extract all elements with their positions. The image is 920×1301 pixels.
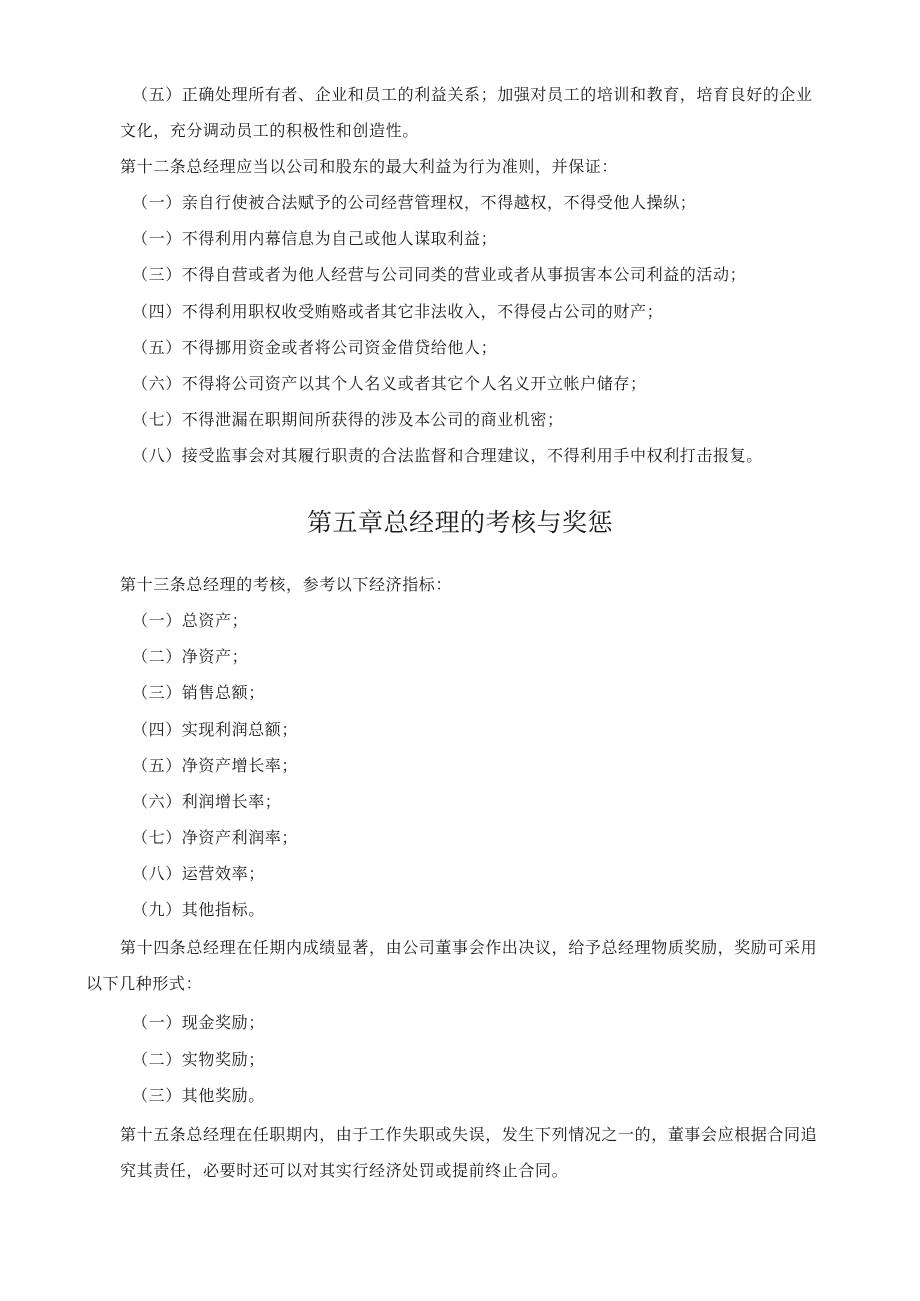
article13-item: （九）其他指标。 [132,900,265,919]
chapter-title: 第五章总经理的考核与奖惩 [306,508,613,537]
article14-item: （二）实物奖励； [132,1050,265,1069]
article13-item: （八）运营效率； [132,864,265,883]
article15-line2: 究其责任，必要时还可以对其实行经济处罚或提前终止合同。 [120,1161,569,1180]
article13-item: （二）净资产； [132,647,249,666]
article11-item5-line2: 文化，充分调动员工的积极性和创造性。 [120,121,419,140]
article13-item: （四）实现利润总额； [132,720,299,739]
article12-item: （一）亲自行使被合法赋予的公司经营管理权，不得越权，不得受他人操纵； [132,193,697,212]
article12-item: （七）不得泄漏在职期间所获得的涉及本公司的商业机密； [132,410,564,429]
article14-line2: 以下几种形式： [86,974,203,993]
article11-item5-line1: （五）正确处理所有者、企业和员工的利益关系；加强对员工的培训和教育，培育良好的企业 [132,85,813,104]
article13-intro: 第十三条总经理的考核，参考以下经济指标： [120,575,453,594]
article13-item: （六）利润增长率； [132,792,282,811]
article12-item: （五）不得挪用资金或者将公司资金借贷给他人； [132,338,498,357]
article13-item: （七）净资产利润率； [132,828,299,847]
article12-intro: 第十二条总经理应当以公司和股东的最大利益为行为准则，并保证： [120,157,619,176]
article15-line1: 第十五条总经理在任职期内，由于工作失职或失误，发生下列情况之一的，董事会应根据合同追 [120,1125,818,1144]
article12-item: （四）不得利用职权收受贿赂或者其它非法收入，不得侵占公司的财产； [132,302,664,321]
article13-item: （一）总资产； [132,611,249,630]
article13-item: （三）销售总额； [132,683,265,702]
article12-item: （六）不得将公司资产以其个人名义或者其它个人名义开立帐户储存； [132,374,647,393]
article14-item: （一）现金奖励； [132,1013,265,1032]
article12-item: （一）不得利用内幕信息为自己或他人谋取利益； [132,229,498,248]
article12-item: （八）接受监事会对其履行职责的合法监督和合理建议，不得利用手中权利打击报复。 [132,446,763,465]
article13-item: （五）净资产增长率； [132,756,299,775]
article14-line1: 第十四条总经理在任期内成绩显著，由公司董事会作出决议，给予总经理物质奖励，奖励可采用 [120,938,818,957]
article12-item: （三）不得自营或者为他人经营与公司同类的营业或者从事损害本公司利益的活动； [132,265,747,284]
article14-item: （三）其他奖励。 [132,1086,265,1105]
